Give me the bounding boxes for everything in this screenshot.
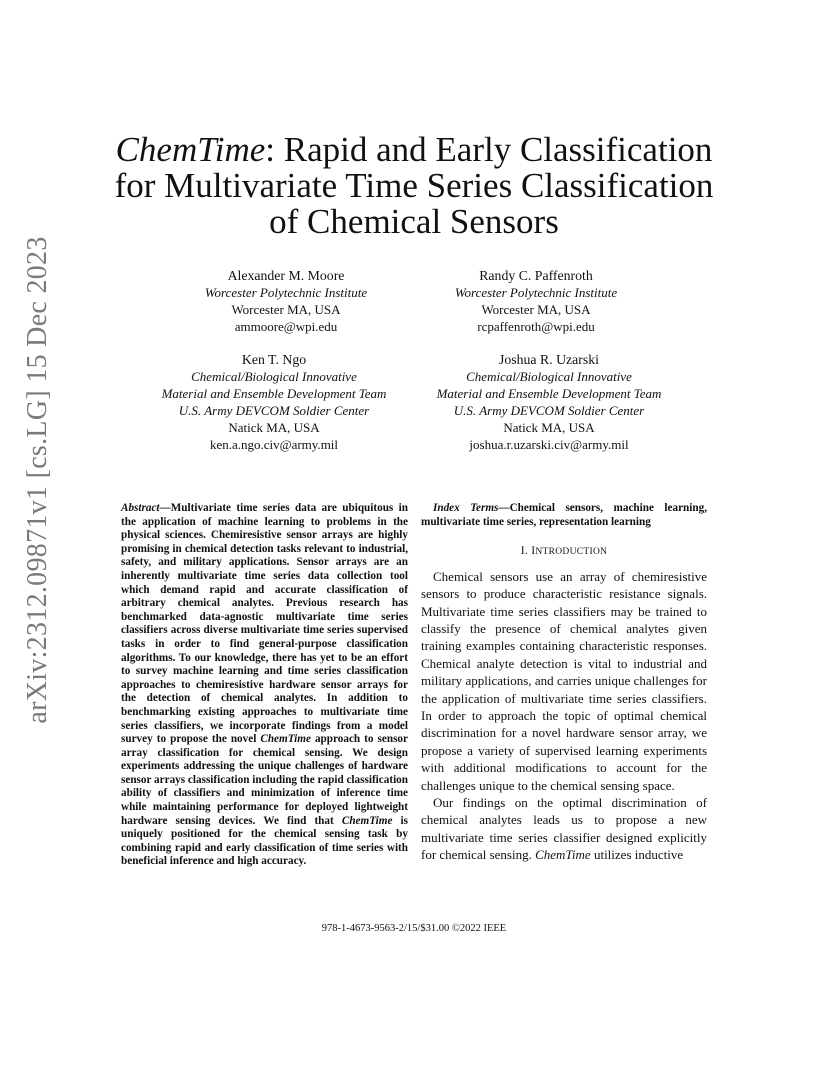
title-italic-name: ChemTime [115,130,266,169]
title-line-2: for Multivariate Time Series Classification [114,166,714,205]
author-email: ammoore@wpi.edu [234,319,338,334]
index-terms-text: —Chemical sensors, machine learning, multivariate time series, representation learning [421,502,707,528]
copyright-footer: 978-1-4673-9563-2/15/$31.00 ©2022 IEEE [321,923,507,934]
author-affiliation: Material and Ensemble Development Team [436,386,662,401]
author-name: Randy C. Paffenroth [479,268,593,283]
title-line-1-rest: : Rapid and Early Classification [265,130,713,169]
author-block-uzarski [399,351,699,453]
author-affiliation: Worcester Polytechnic Institute [204,285,368,300]
author-location: Natick MA, USA [228,420,320,435]
abstract-text-1: —Multivariate time series data are ubiquitous in the application of machine learning to problems in the physical sciences. Chemiresistive sensor arrays are highly promising in chemical detection tasks relevant to industrial, safety, and military applications. Sensor arrays are an inherently multivariate time series data collection tool which demand rapid and accurate classification of arbitrary chemical analytes. Previous research has benchmarked data-agnostic multivariate time series classifiers across diverse multivariate time series supervised tasks in order to find general-purpose classification algorithms. To our knowledge, there has yet to be an effort to survey machine learning and time series classification approaches to chemiresistive hardware sensor arrays for the detection of chemical analytes. In addition to benchmarking existing approaches to multivariate time series classifiers, we incorporate findings from a model survey to propose the novel [121,502,408,746]
right-column [421,502,707,864]
abstract-text-2: approach to sensor array classification for chemical sensing. We design experiments addressing the unique challenges of hardware sensor arrays classification including the rapid classification ability of classifiers and minimization of inference time while maintaining performance for deployed lightweight hardware sensing devices. We find that [121,733,408,827]
abstract-emph-2: ChemTime [341,814,393,827]
author-location: Natick MA, USA [503,420,595,435]
author-affiliation: Worcester Polytechnic Institute [454,285,618,300]
author-affiliation: Chemical/Biological Innovative [466,369,632,384]
abstract-emph-1: ChemTime [260,733,311,746]
author-email: rcpaffenroth@wpi.edu [477,319,595,334]
arxiv-identifier-stamp: arXiv:2312.09871v1 [cs.LG] 15 Dec 2023 [22,236,53,724]
intro-p2-emph: ChemTime [535,847,591,863]
intro-paragraph-1: Chemical sensors use an array of chemiresistive sensors to produce characteristic resistance signals. Multivariate time series classifiers may be trained to classify the presence of chemical analytes given training examples containing characteristic responses. Chemical analyte detection is vital to industrial and military applications, and carries unique challenges for the application of multivariate time series classifiers. In order to approach the topic of optimal chemical discrimination for a novel hardware sensor array, we propose a variety of supervised learning experiments with additional modifications to account for the challenges unique to the chemical sensing space. [421,568,707,793]
intro-paragraph-2 [421,794,707,864]
author-affiliation: U.S. Army DEVCOM Soldier Center [178,403,370,418]
title-line-1 [90,132,738,168]
author-email: ken.a.ngo.civ@army.mil [209,437,339,452]
abstract-paragraph [121,502,408,869]
intro-p2-text-a: Our findings on the optimal discrimination of chemical analytes leads us to propose a new multivariate time series classifier designed explicitly for chemical sensing. [421,795,707,863]
index-terms-lead: Index Terms [433,502,499,514]
index-terms [421,502,707,529]
paper-title [90,132,738,240]
abstract-text-3: is uniquely positioned for the chemical sensing task by combining rapid and early classification of time series with beneficial inference and high accuracy. [121,814,408,868]
title-line-3: of Chemical Sensors [269,202,559,241]
section-rest: NTRODUCTION [535,547,608,558]
author-affiliation: U.S. Army DEVCOM Soldier Center [453,403,645,418]
author-affiliation: Chemical/Biological Innovative [191,369,357,384]
author-name: Ken T. Ngo [241,352,307,367]
section-initial: I [531,545,536,558]
author-location: Worcester MA, USA [481,302,591,317]
abstract-lead: Abstract [121,502,160,514]
intro-p2-text-b: utilizes inductive [590,847,684,863]
author-location: Worcester MA, USA [231,302,341,317]
section-number: I. [520,545,532,558]
author-affiliation: Material and Ensemble Development Team [161,386,387,401]
author-block-ngo [124,351,424,453]
author-name: Joshua R. Uzarski [498,352,599,367]
author-email: joshua.r.uzarski.civ@army.mil [469,437,629,452]
left-column [121,502,408,869]
section-heading-introduction [421,545,707,560]
author-name: Alexander M. Moore [227,268,345,283]
author-block-paffenroth [386,267,686,335]
